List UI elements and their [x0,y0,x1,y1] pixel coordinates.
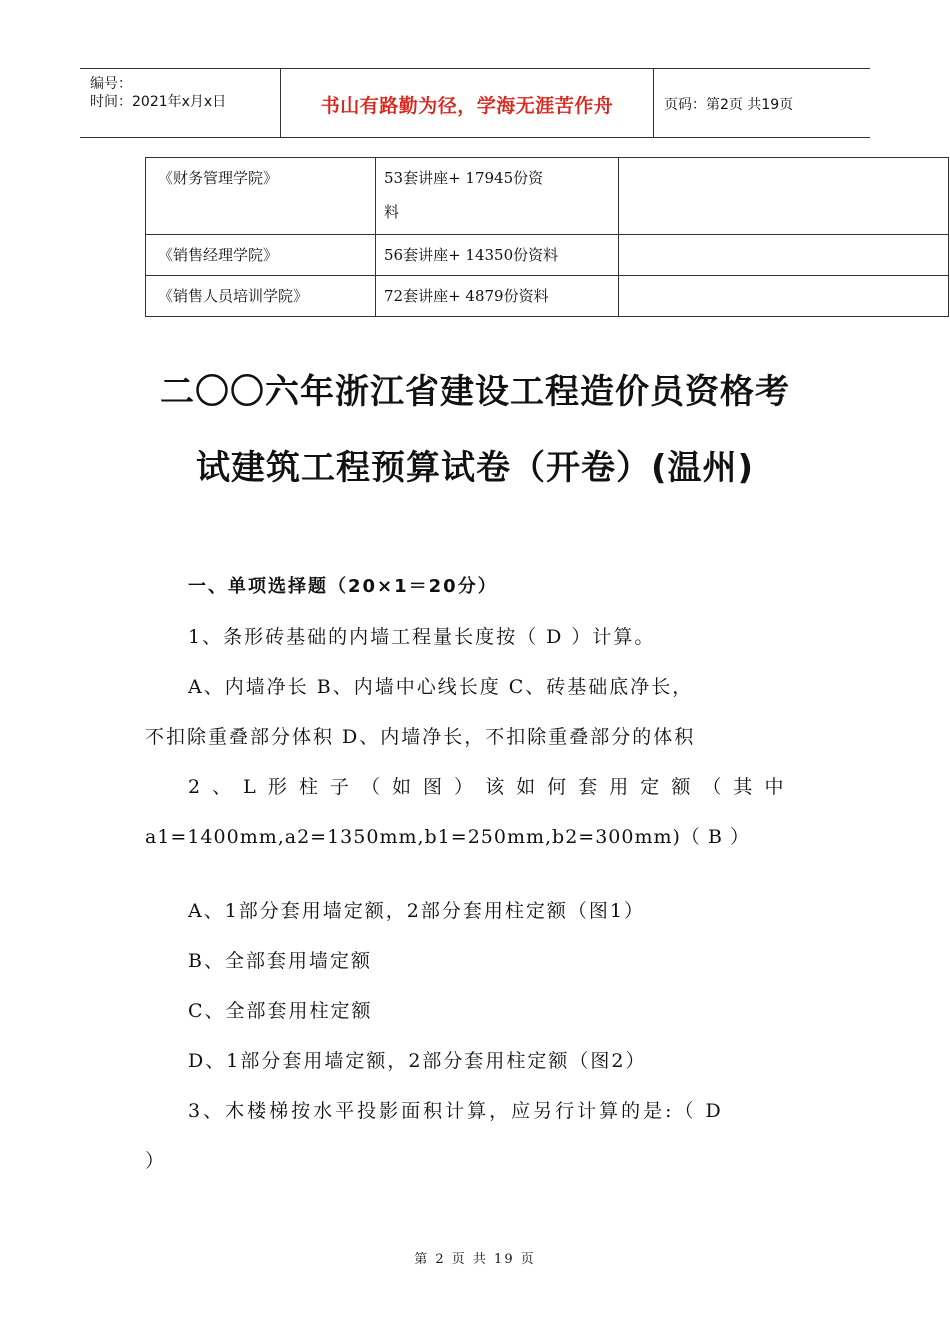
table-cell-desc-line: 料 [384,203,400,221]
page-footer: 第 2 页 共 19 页 [414,1252,536,1267]
question-1-options-a: A、内墙净长 B、内墙中心线长度 C、砖基础底净长， [188,676,694,698]
header-motto: 书山有路勤为径，学海无涯苦作舟 [320,95,614,117]
table-cell-extra [619,235,949,276]
question-2-option-c: C、全部套用柱定额 [188,1000,373,1022]
exam-title-line1: 二〇〇六年浙江省建设工程造价员资格考 [160,372,790,412]
question-1: 1、条形砖基础的内墙工程量长度按（ D ）计算。 [188,626,656,648]
table-cell-extra [619,158,949,235]
question-2-option-d: D、1部分套用墙定额，2部分套用柱定额（图2） [188,1050,647,1072]
section-heading: 一、单项选择题（20×1＝20分） [188,576,498,597]
resource-table [145,157,949,317]
header-page-cell [654,69,870,137]
question-3-line2: ） [145,1150,167,1172]
header-motto-cell [281,69,654,137]
table-cell-extra [619,276,949,317]
doc-code-label: 编号： [90,76,132,92]
question-2-option-a: A、1部分套用墙定额，2部分套用柱定额（图1） [188,900,645,922]
exam-title-line2: 试建筑工程预算试卷（开卷）(温州) [195,448,755,488]
header-page-info: 页码：第2页 共19页 [664,97,794,113]
table-row [146,235,949,276]
question-2-line1: 2 、 L 形 柱 子 （ 如 图 ） 该 如 何 套 用 定 额 （ 其 中 [188,776,787,798]
question-2-option-b: B、全部套用墙定额 [188,950,372,972]
header-meta-cell [80,69,281,137]
table-cell-name: 《销售经理学院》 [146,235,376,276]
question-1-options-b: 不扣除重叠部分体积 D、内墙净长，不扣除重叠部分的体积 [145,726,696,748]
table-cell-desc [376,158,619,235]
page-header [80,68,870,138]
table-row [146,276,949,317]
table-cell-name: 《财务管理学院》 [146,158,376,235]
question-3-line1: 3、木楼梯按水平投影面积计算，应另行计算的是:（ D [188,1100,724,1122]
doc-time-label: 时间：2021年x月x日 [90,94,227,110]
table-cell-desc-line: 53套讲座+ 17945份资 [384,169,544,187]
table-row [146,158,949,235]
table-cell-desc: 72套讲座+ 4879份资料 [376,276,619,317]
table-cell-desc: 56套讲座+ 14350份资料 [376,235,619,276]
table-cell-name: 《销售人员培训学院》 [146,276,376,317]
question-2-line2: a1=1400mm,a2=1350mm,b1=250mm,b2=300mm)（ B ） [145,826,750,848]
